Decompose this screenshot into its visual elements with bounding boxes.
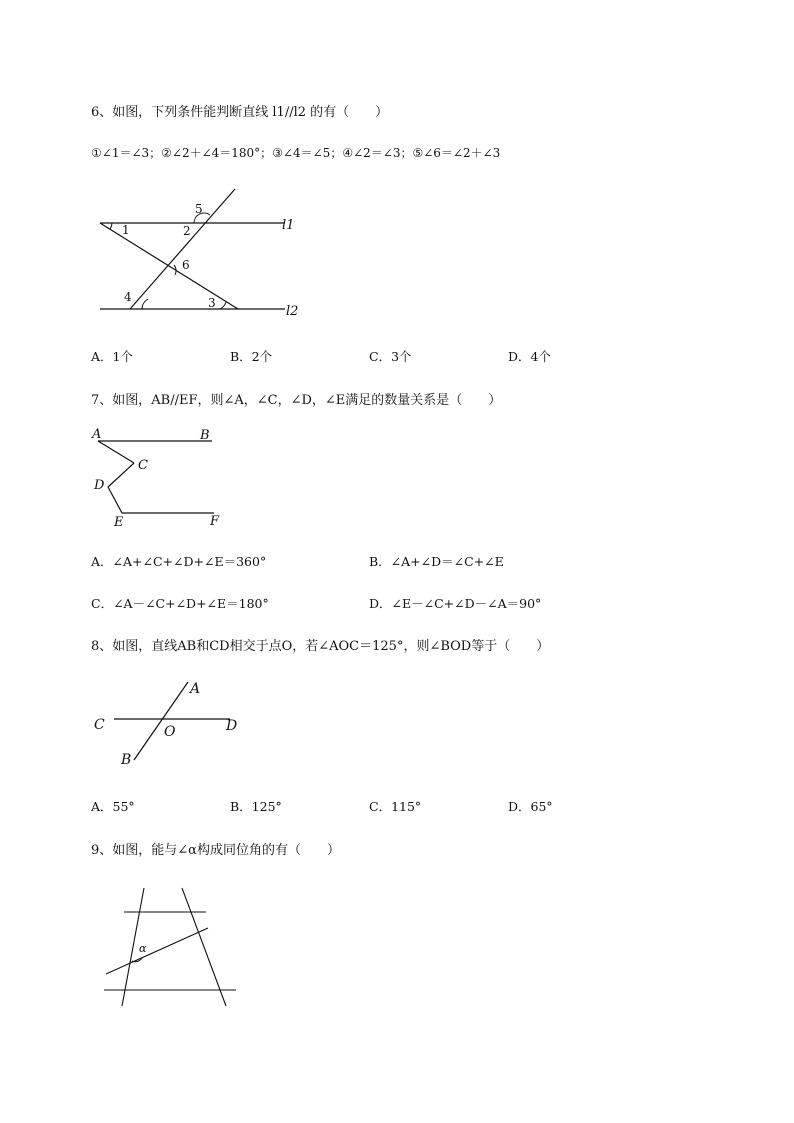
q7-label-b: B bbox=[200, 428, 210, 443]
q6-label-2: 2 bbox=[183, 224, 191, 238]
q7-label-d: D bbox=[94, 478, 105, 493]
q8-option-c[interactable]: C．115° bbox=[369, 799, 422, 814]
q6-label-3: 3 bbox=[208, 296, 216, 310]
q8-stem: 8、如图，直线AB和CD相交于点O，若∠AOC＝125°，则∠BOD等于（ ） bbox=[91, 639, 550, 654]
q7-option-b[interactable]: B．∠A+∠D＝∠C+∠E bbox=[369, 554, 504, 569]
q6-label-5: 5 bbox=[195, 202, 203, 216]
q7-label-f: F bbox=[210, 514, 220, 529]
q7-option-d[interactable]: D．∠E－∠C+∠D－∠A＝90° bbox=[369, 596, 542, 611]
q8-label-a: A bbox=[190, 681, 201, 697]
q8-label-o: O bbox=[164, 724, 176, 740]
q9-stem: 9、如图，能与∠α构成同位角的有（ ） bbox=[91, 843, 340, 858]
q7-label-c: C bbox=[138, 458, 148, 473]
q8-figure bbox=[90, 676, 250, 776]
q6-figure bbox=[90, 185, 330, 325]
q6-label-1: 1 bbox=[122, 223, 130, 237]
q7-option-a[interactable]: A．∠A+∠C+∠D+∠E＝360° bbox=[91, 554, 267, 569]
q8-label-c: C bbox=[94, 717, 105, 733]
q6-option-c[interactable]: C．3个 bbox=[369, 349, 412, 364]
q9-figure bbox=[96, 880, 256, 1015]
q8-label-d: D bbox=[226, 718, 238, 734]
q8-option-d[interactable]: D．65° bbox=[508, 799, 553, 814]
q8-label-b: B bbox=[121, 752, 132, 768]
q6-conditions: ①∠1＝∠3；②∠2＋∠4＝180°；③∠4＝∠5；④∠2＝∠3；⑤∠6＝∠2＋∠3 bbox=[91, 146, 501, 160]
q6-label-4: 4 bbox=[124, 290, 132, 304]
q6-option-d[interactable]: D．4个 bbox=[508, 349, 551, 364]
q8-option-a[interactable]: A．55° bbox=[91, 799, 135, 814]
q6-option-a[interactable]: A．1个 bbox=[91, 349, 133, 364]
q8-option-b[interactable]: B．125° bbox=[230, 799, 282, 814]
q6-label-l2: l2 bbox=[286, 304, 299, 319]
q9-label-alpha: α bbox=[139, 942, 147, 955]
q6-option-b[interactable]: B．2个 bbox=[230, 349, 273, 364]
q7-option-c[interactable]: C．∠A－∠C+∠D+∠E＝180° bbox=[91, 596, 269, 611]
q7-stem: 7、如图，AB//EF，则∠A，∠C，∠D，∠E满足的数量关系是（ ） bbox=[91, 393, 502, 408]
q6-stem: 6、如图，下列条件能判断直线 l1//l2 的有（ ） bbox=[91, 105, 389, 120]
q7-label-e: E bbox=[114, 515, 124, 530]
q7-figure bbox=[88, 425, 248, 530]
q6-label-l1: l1 bbox=[282, 218, 295, 233]
q6-label-6: 6 bbox=[182, 258, 190, 272]
q7-label-a: A bbox=[92, 427, 102, 442]
